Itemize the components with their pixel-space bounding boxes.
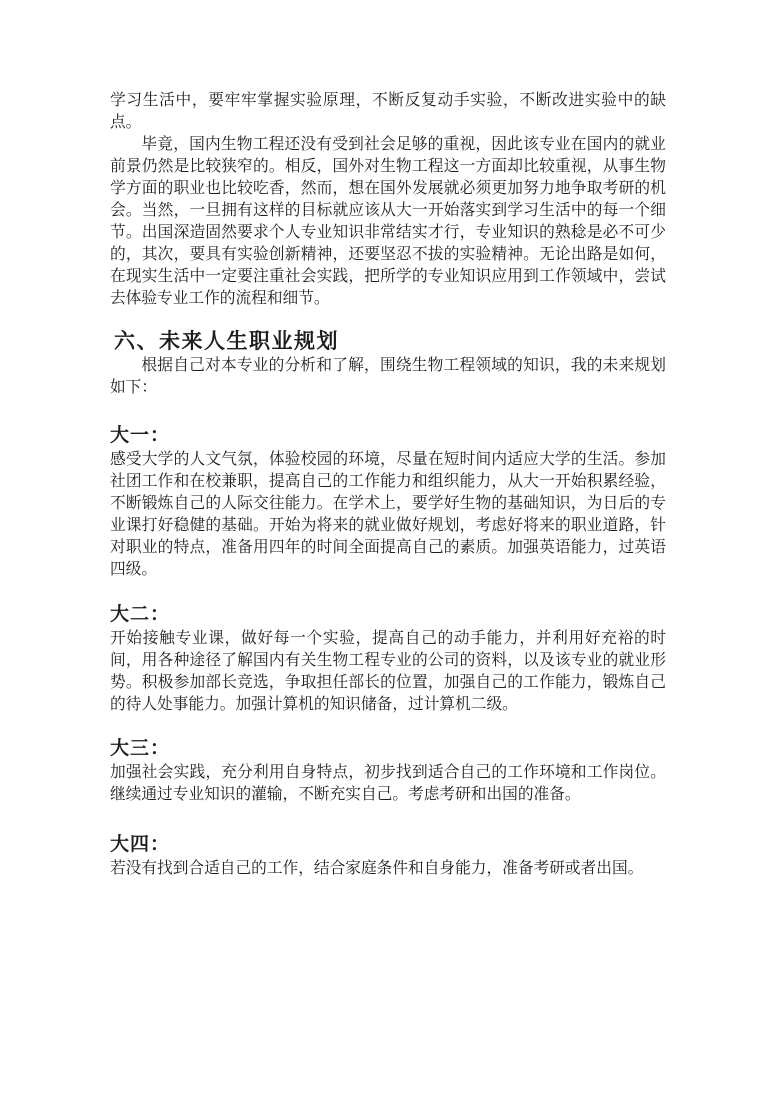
year-heading-sophomore: 大二：	[110, 604, 171, 625]
year-section-senior	[110, 832, 666, 880]
year-paragraph-junior: 加强社会实践，充分利用自身特点，初步找到适合自己的工作环境和工作岗位。继续通过专业知识的灌输，不断充实自己。考虑考研和出国的准备。	[110, 764, 666, 803]
section-heading-future-career-plan: 六、未来人生职业规划	[114, 329, 339, 353]
year-heading-junior: 大三：	[110, 738, 171, 759]
year-heading-freshman: 大一：	[110, 425, 171, 446]
year-section-freshman	[110, 423, 666, 581]
year-heading-senior: 大四：	[110, 834, 171, 855]
year-paragraph-sophomore: 开始接触专业课，做好每一个实验，提高自己的动手能力，并利用好充裕的时间，用各种途径了解国内有关生物工程专业的公司的资料，以及该专业的就业形势。积极参加部长竞选，争取担任部长的位置，加强自己的工作能力，锻炼自己的待人处事能力。加强计算机的知识储备，过计算机二级。	[110, 630, 666, 713]
paragraph-study-continuation: 学习生活中，要牢牢掌握实验原理，不断反复动手实验，不断改进实验中的缺点。	[110, 92, 666, 131]
year-paragraph-freshman: 感受大学的人文气氛，体验校园的环境，尽量在短时间内适应大学的生活。参加社团工作和在校兼职，提高自己的工作能力和组织能力，从大一开始积累经验，不断锻炼自己的人际交往能力。在学术上，要学好生物的基础知识，为日后的专业课打好稳健的基础。开始为将来的就业做好规划，考虑好将来的职业道路，针对职业的特点，准备用四年的时间全面提高自己的素质。加强英语能力，过英语四级。	[110, 451, 666, 578]
year-section-junior	[110, 736, 666, 806]
year-paragraph-senior: 若没有找到合适自己的工作，结合家庭条件和自身能力，准备考研或者出国。	[110, 860, 644, 877]
paragraph-career-outlook: 毕竟，国内生物工程还没有受到社会足够的重视，因此该专业在国内的就业前景仍然是比较狭窄的。相反，国外对生物工程这一方面却比较重视，从事生物学方面的职业也比较吃香，然而，想在国外发展就必须更加努力地争取考研的机会。当然，一旦拥有这样的目标就应该从大一开始落实到学习生活中的每一个细节。出国深造固然要求个人专业知识非常结实才行，专业知识的熟稔是必不可少的，其次，要具有实验创新精神，还要坚忍不拔的实验精神。无论出路是如何，在现实生活中一定要注重社会实践，把所学的专业知识应用到工作领域中，尝试去体验专业工作的流程和细节。	[110, 136, 666, 307]
year-section-sophomore	[110, 602, 666, 716]
paragraph-plan-intro: 根据自己对本专业的分析和了解，围绕生物工程领域的知识，我的未来规划如下：	[110, 357, 666, 396]
